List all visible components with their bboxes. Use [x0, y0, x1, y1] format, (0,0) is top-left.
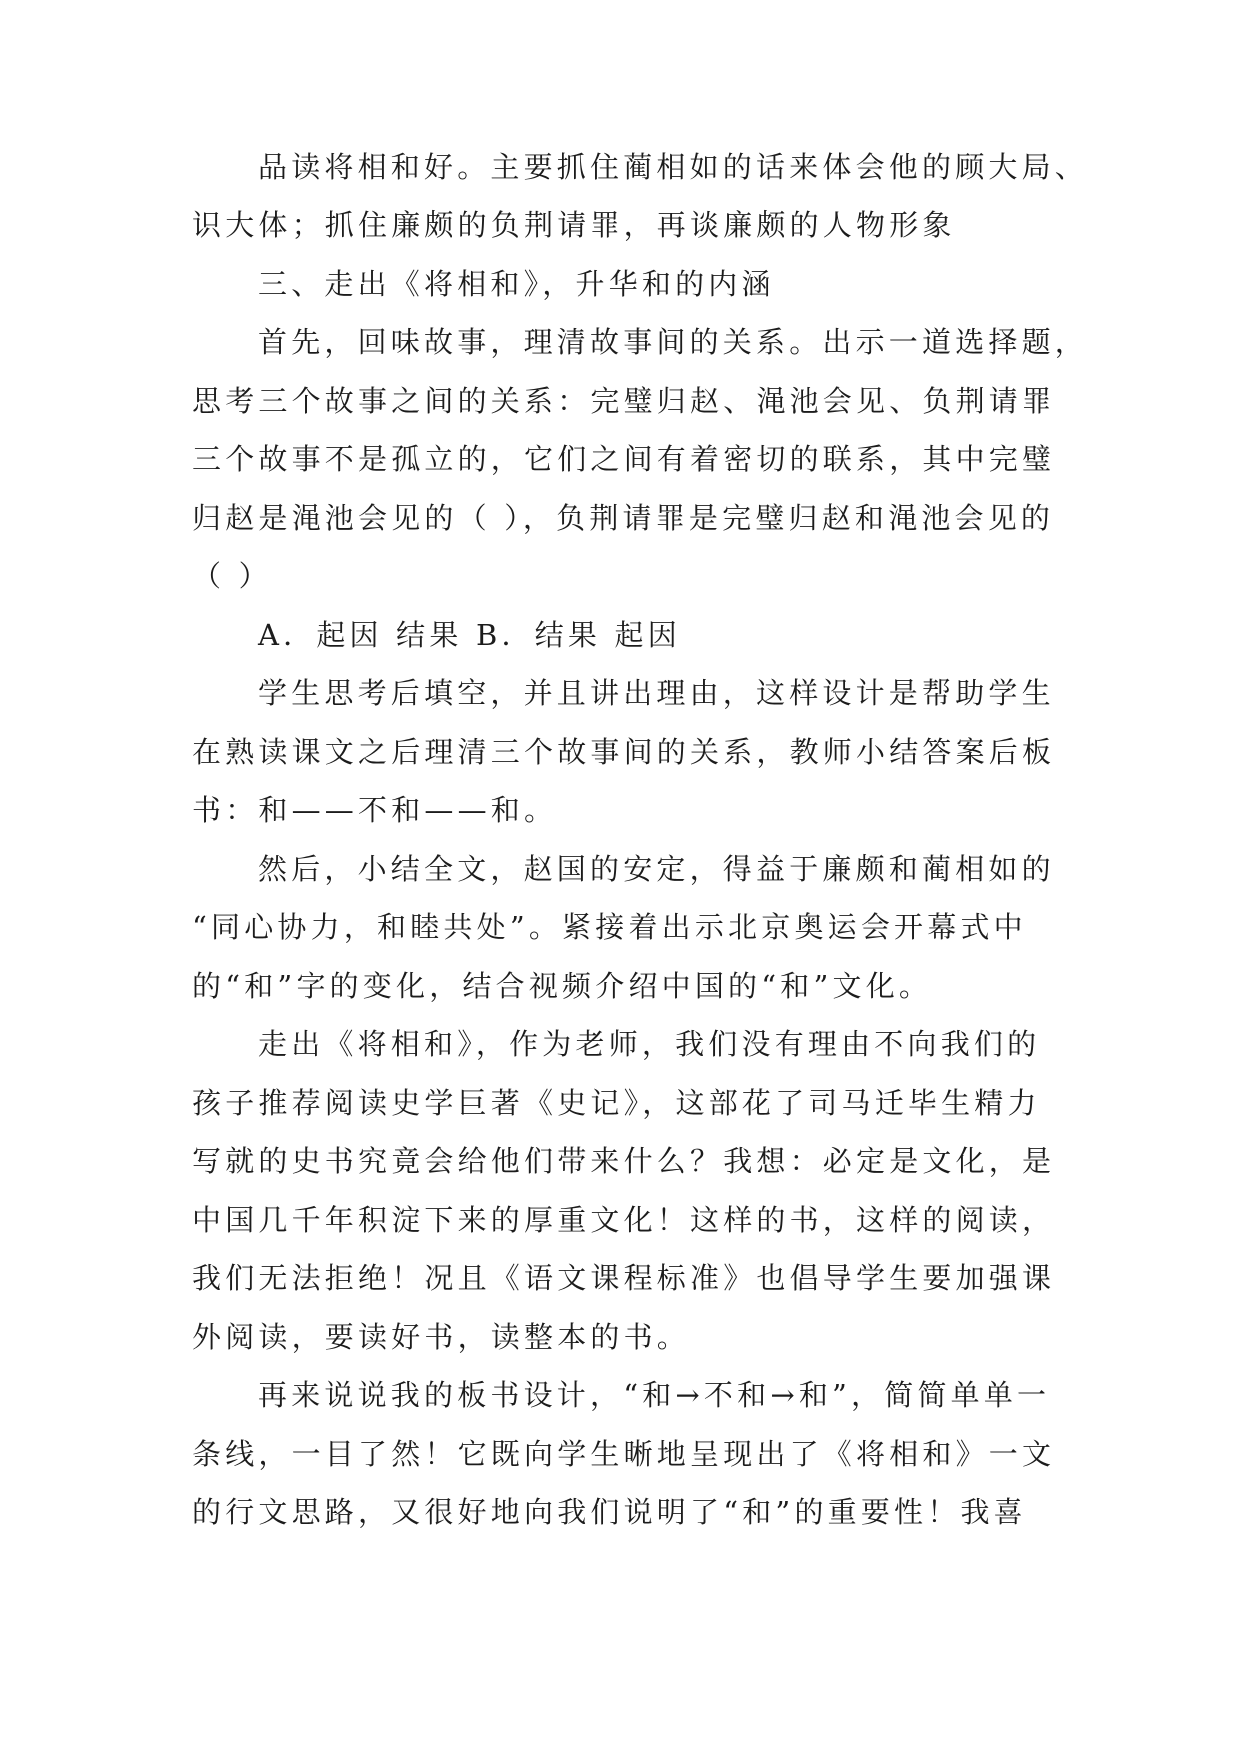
- text-line-10: 学生思考后填空，并且讲出理由，这样设计是帮助学生: [258, 676, 1055, 710]
- text-line-4: 首先，回味故事，理清故事间的关系。出示一道选择题，: [258, 325, 1089, 359]
- text-line-19: 中国几千年积淀下来的厚重文化！这样的书，这样的阅读，: [192, 1203, 1056, 1237]
- text-line-22: 再来说说我的板书设计，“和→不和→和”，简简单单一: [258, 1378, 1051, 1412]
- text-line-11: 在熟读课文之后理清三个故事间的关系，教师小结答案后板: [192, 735, 1056, 769]
- text-line-16: 走出《将相和》，作为老师，我们没有理由不向我们的: [258, 1027, 1041, 1061]
- answer-options: A．起因 结果 B．结果 起因: [258, 618, 681, 652]
- text-line-5: 思考三个故事之间的关系：完璧归赵、渑池会见、负荆请罪: [192, 384, 1056, 418]
- text-line-13: 然后，小结全文，赵国的安定，得益于廉颇和蔺相如的: [258, 852, 1055, 886]
- section-heading: 三、走出《将相和》，升华和的内涵: [258, 267, 775, 301]
- text-line-15: 的“和”字的变化，结合视频介绍中国的“和”文化。: [192, 969, 933, 1003]
- text-line-23: 条线，一目了然！它既向学生晰地呈现出了《将相和》一文: [192, 1437, 1056, 1471]
- text-line-21: 外阅读，要读好书，读整本的书。: [192, 1320, 691, 1354]
- text-line-8: （ ）: [192, 559, 272, 593]
- text-line-18: 写就的史书究竟会给他们带来什么？我想：必定是文化，是: [192, 1144, 1056, 1178]
- text-line-2: 识大体；抓住廉颇的负荆请罪，再谈廉颇的人物形象: [192, 208, 956, 242]
- text-line-20: 我们无法拒绝！况且《语文课程标准》也倡导学生要加强课: [192, 1261, 1056, 1295]
- text-line-1: 品读将相和好。主要抓住蔺相如的话来体会他的顾大局、: [258, 150, 1089, 184]
- text-line-12: 书：和——不和——和。: [192, 793, 558, 827]
- text-line-14: “同心协力，和睦共处”。紧接着出示北京奥运会开幕式中: [192, 910, 1027, 944]
- text-line-24: 的行文思路，又很好地向我们说明了“和”的重要性！我喜: [192, 1495, 1027, 1529]
- text-line-7: 归赵是渑池会见的（ ），负荆请罪是完璧归赵和渑池会见的: [192, 501, 1055, 535]
- text-line-17: 孩子推荐阅读史学巨著《史记》，这部花了司马迁毕生精力: [192, 1086, 1041, 1120]
- text-line-6: 三个故事不是孤立的，它们之间有着密切的联系，其中完璧: [192, 442, 1056, 476]
